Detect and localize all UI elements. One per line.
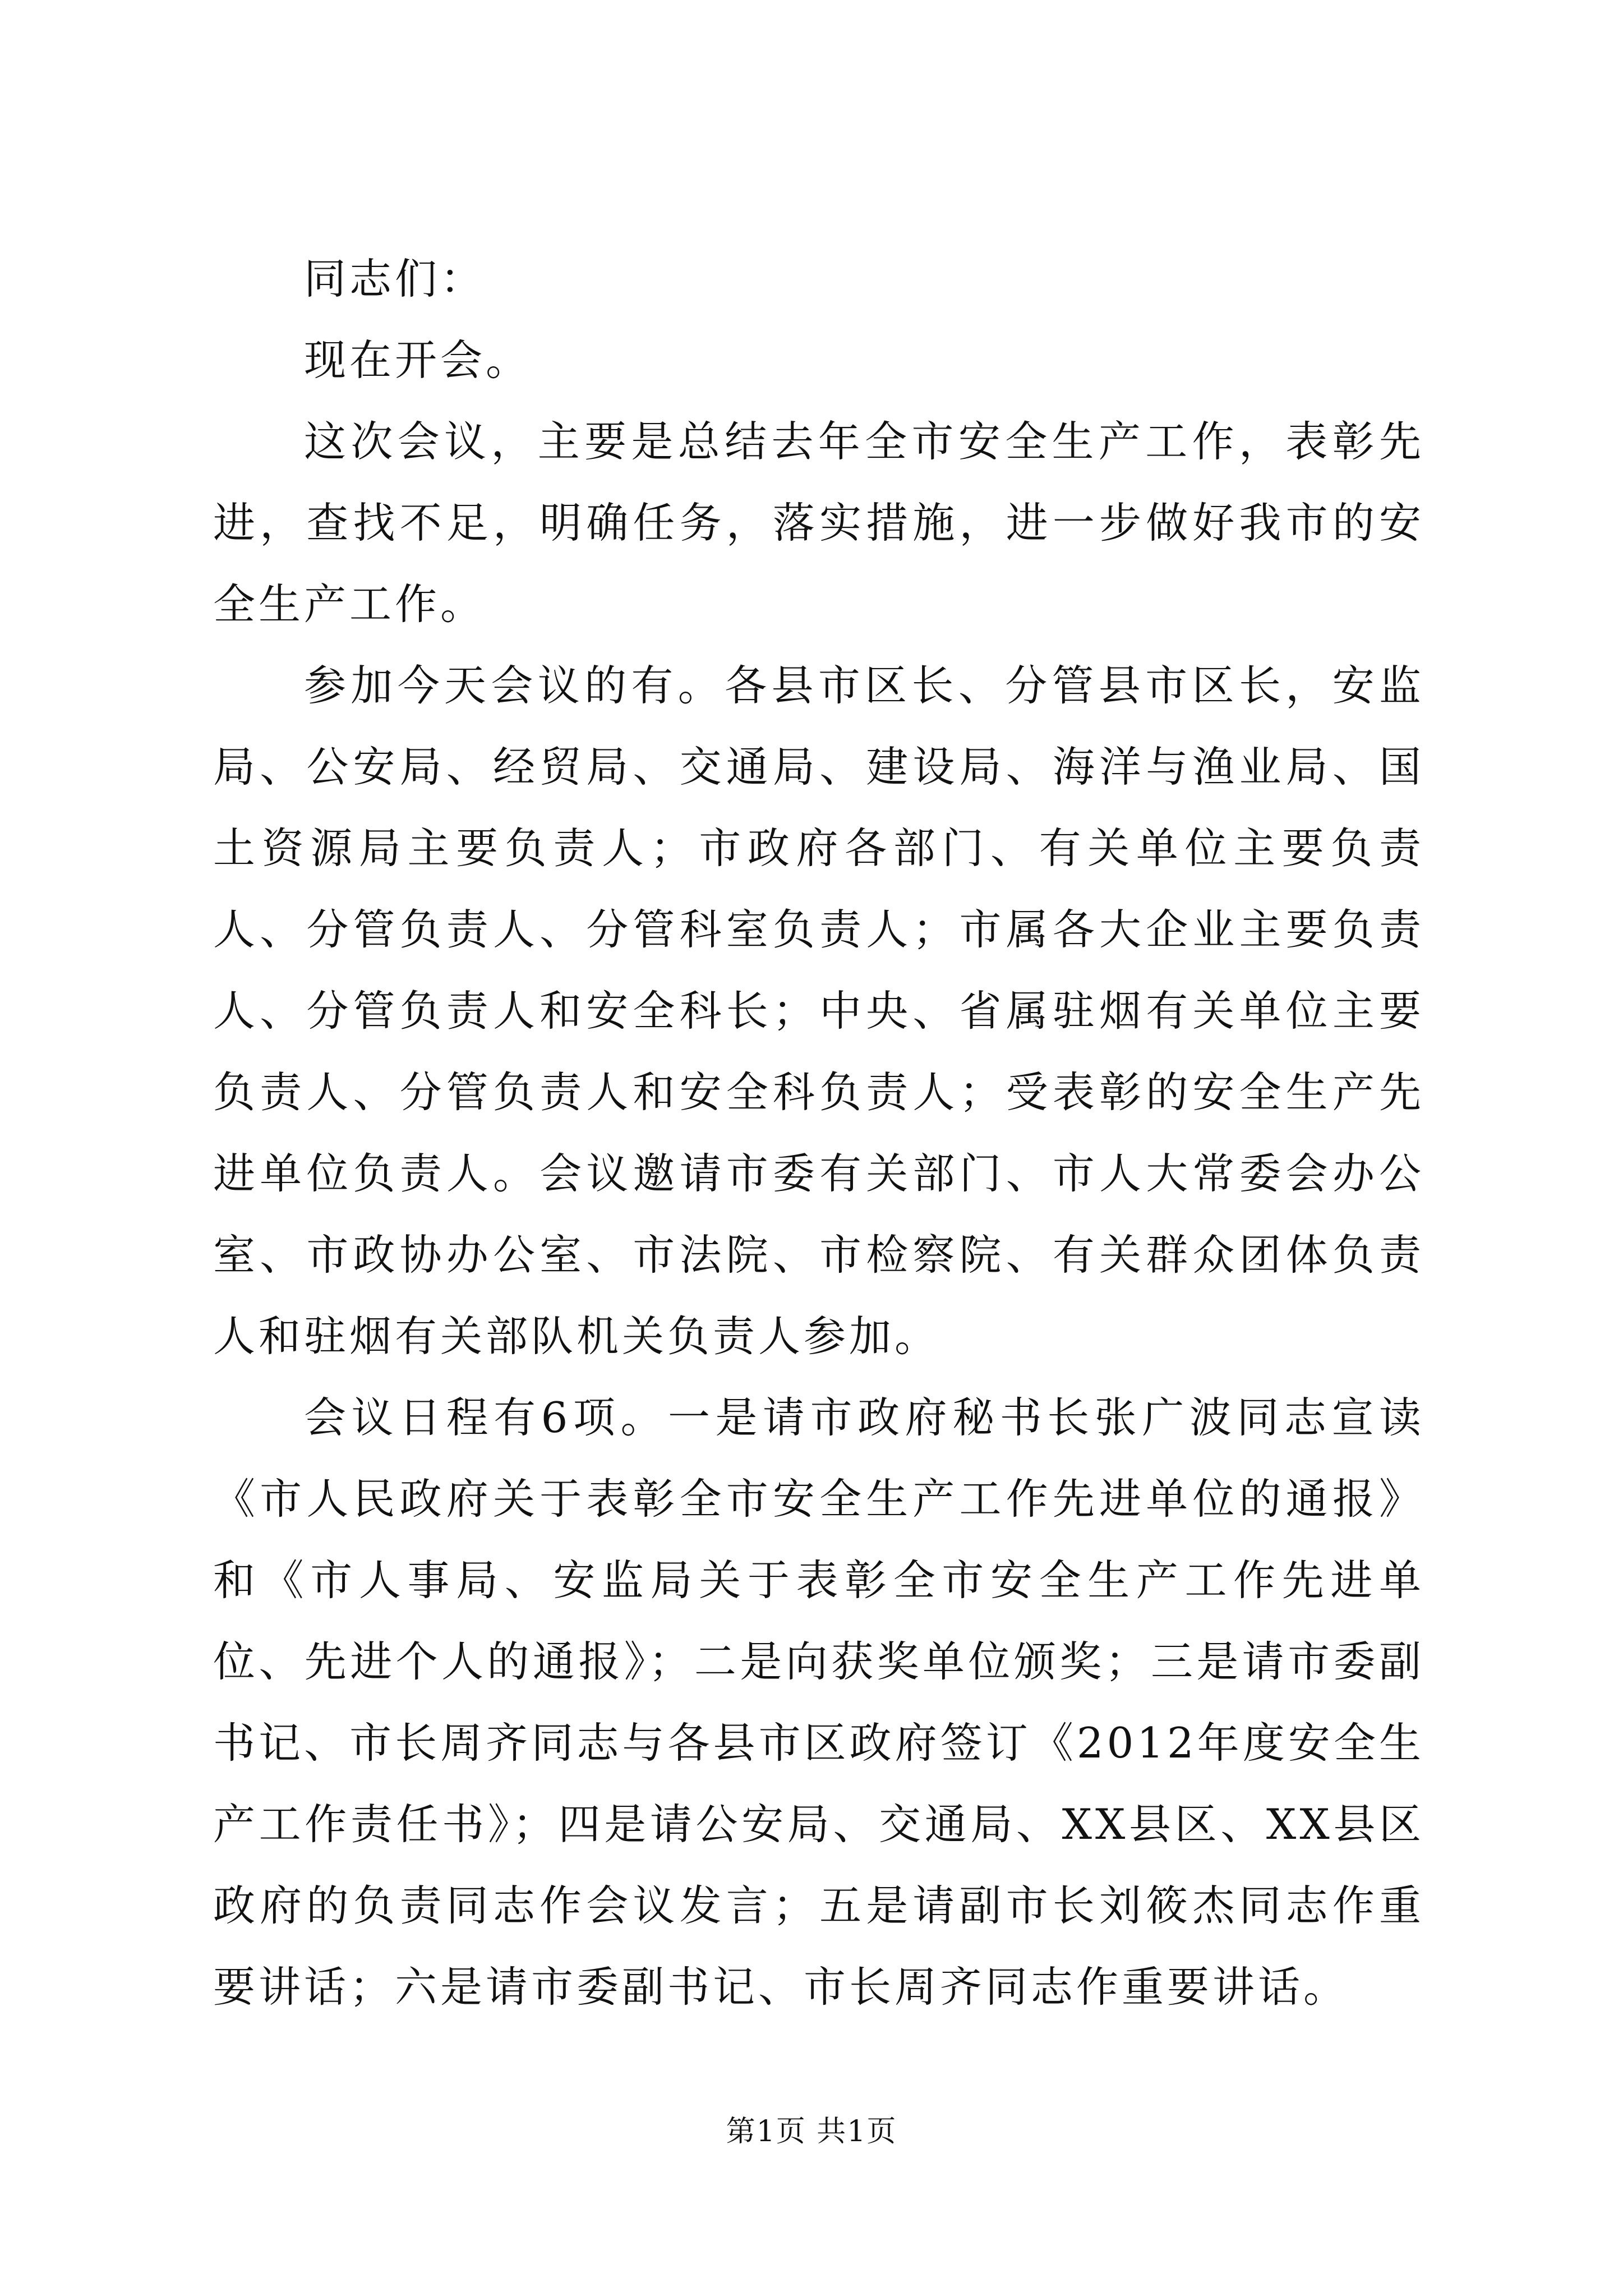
- paragraph-salutation: 同志们：: [304, 254, 486, 303]
- paragraph-attendees: 参加今天会议的有。各县市区长、分管县市区长，安监局、公安局、经贸局、交通局、建设局、海洋与渔业局、国土资源局主要负责人；市政府各部门、有关单位主要负责人、分管负责人、分管科室负责人；市属各大企业主要负责人、分管负责人和安全科长；中央、省属驻烟有关单位主要负责人、分管负责人和安全科负责人；受表彰的安全生产先进单位负责人。会议邀请市委有关部门、市人大常委会办公室、市政协办公室、市法院、市检察院、有关群众团体负责人和驻烟有关部队机关负责人参加。: [213, 661, 1424, 1361]
- paragraph-opening: 现在开会。: [304, 335, 532, 385]
- page-number-footer: 第1页 共1页: [726, 2115, 897, 2148]
- paragraph-purpose: 这次会议，主要是总结去年全市安全生产工作，表彰先进，查找不足，明确任务，落实措施，进一步做好我市的安全生产工作。: [213, 417, 1424, 629]
- document-body: [213, 238, 1424, 2028]
- paragraph-agenda: 会议日程有6项。一是请市政府秘书长张广波同志宣读《市人民政府关于表彰全市安全生产工作先进单位的通报》和《市人事局、安监局关于表彰全市安全生产工作先进单位、先进个人的通报》；二是向获奖单位颁奖；三是请市委副书记、市长周齐同志与各县市区政府签订《2012年度安全生产工作责任书》；四是请公安局、交通局、XX县区、XX县区政府的负责同志作会议发言；五是请副市长刘筱杰同志作重要讲话；六是请市委副书记、市长周齐同志作重要讲话。: [213, 1393, 1424, 2012]
